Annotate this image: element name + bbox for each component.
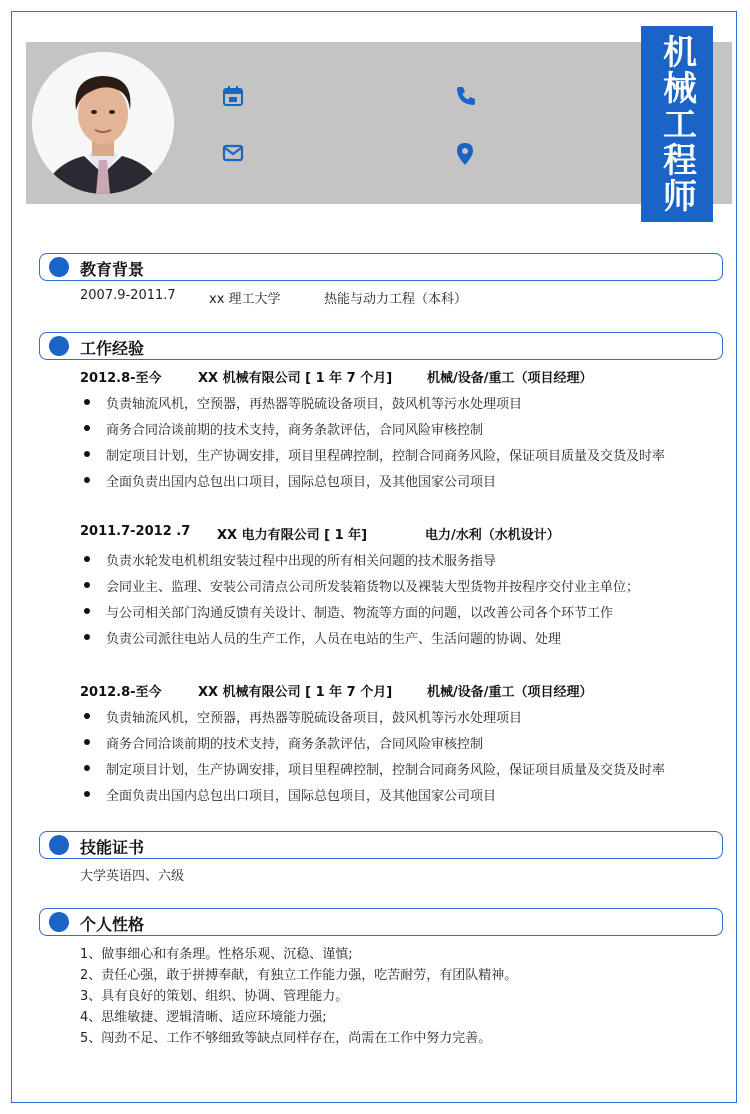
duty-text: 负责轴流风机，空预器，再热器等脱硫设备项目，鼓风机等污水处理项目 [106,711,523,726]
job-period: 2011.7-2012 .7 [80,524,191,539]
bullet-icon [84,713,90,719]
job-company: XX 机械有限公司 [ 1 年 7 个月] [198,371,393,386]
calendar-icon [222,85,244,107]
bullet-icon [84,765,90,771]
duty-text: 与公司相关部门沟通反馈有关设计、制造、物流等方面的问题，以改善公司各个环节工作 [106,606,614,621]
section-title: 教育背景 [80,260,145,279]
job-company: XX 机械有限公司 [ 1 年 7 个月] [198,685,393,700]
avatar [32,52,174,194]
section-dot-icon [49,835,69,855]
duty-text: 制定项目计划，生产协调安排，项目里程碑控制，控制合同商务风险，保证项目质量及交货及时率 [106,763,666,778]
job-company: XX 电力有限公司 [ 1 年] [217,528,368,543]
duty-text: 全面负责出国内总包出口项目，国际总包项目，及其他国家公司项目 [106,789,497,804]
job-role: 电力/水利（水机设计） [425,528,560,543]
job-title-box [641,26,713,222]
duty-text: 制定项目计划，生产协调安排，项目里程碑控制，控制合同商务风险，保证项目质量及交货及时率 [106,449,666,464]
bullet-icon [84,739,90,745]
duty-text: 负责轴流风机，空预器，再热器等脱硫设备项目，鼓风机等污水处理项目 [106,397,523,412]
duty-text: 全面负责出国内总包出口项目，国际总包项目，及其他国家公司项目 [106,475,497,490]
education-period: 2007.9-2011.7 [80,288,176,303]
bullet-icon [84,634,90,640]
section-skills [39,831,723,859]
phone-icon [455,85,477,107]
personality-item: 4、思维敏捷、逻辑清晰、适应环境能力强; [80,1010,327,1025]
bullet-icon [84,582,90,588]
mail-icon [222,142,244,164]
personality-item: 5、闯劲不足、工作不够细致等缺点同样存在，尚需在工作中努力完善。 [80,1031,492,1046]
duty-text: 负责公司派往电站人员的生产工作，人员在电站的生产、生活问题的协调、处理 [106,632,562,647]
skills-text: 大学英语四、六级 [80,869,185,884]
section-dot-icon [49,257,69,277]
bullet-icon [84,425,90,431]
section-dot-icon [49,336,69,356]
job-role: 机械/设备/重工（项目经理） [427,371,593,386]
personality-item: 3、具有良好的策划、组织、协调、管理能力。 [80,989,349,1004]
bullet-icon [84,791,90,797]
duty-text: 负责水轮发电机机组安装过程中出现的所有相关问题的技术服务指导 [106,554,497,569]
section-education [39,253,723,281]
duty-text: 会同业主、监理、安装公司清点公司所发装箱货物以及裸装大型货物并按程序交付业主单位； [106,580,640,595]
bullet-icon [84,556,90,562]
bullet-icon [84,608,90,614]
education-major: 热能与动力工程（本科） [324,292,468,307]
duty-text: 商务合同洽谈前期的技术支持，商务条款评估，合同风险审核控制 [106,737,484,752]
bullet-icon [84,477,90,483]
job-period: 2012.8-至今 [80,685,162,700]
section-title: 技能证书 [80,838,145,857]
personality-item: 2、责任心强，敢于拼搏奉献，有独立工作能力强，吃苦耐劳，有团队精神。 [80,968,518,983]
job-period: 2012.8-至今 [80,371,162,386]
section-dot-icon [49,912,69,932]
duty-text: 商务合同洽谈前期的技术支持，商务条款评估，合同风险审核控制 [106,423,484,438]
job-title: 机械工程师 [656,34,697,214]
section-work [39,332,723,360]
bullet-icon [84,399,90,405]
section-title: 工作经验 [80,339,145,358]
bullet-icon [84,451,90,457]
location-icon [454,142,476,164]
job-role: 机械/设备/重工（项目经理） [427,685,593,700]
section-personality [39,908,723,936]
section-title: 个人性格 [80,915,145,934]
education-school: xx 理工大学 [209,292,281,307]
personality-item: 1、做事细心和有条理。性格乐观、沉稳、谨慎; [80,947,353,962]
